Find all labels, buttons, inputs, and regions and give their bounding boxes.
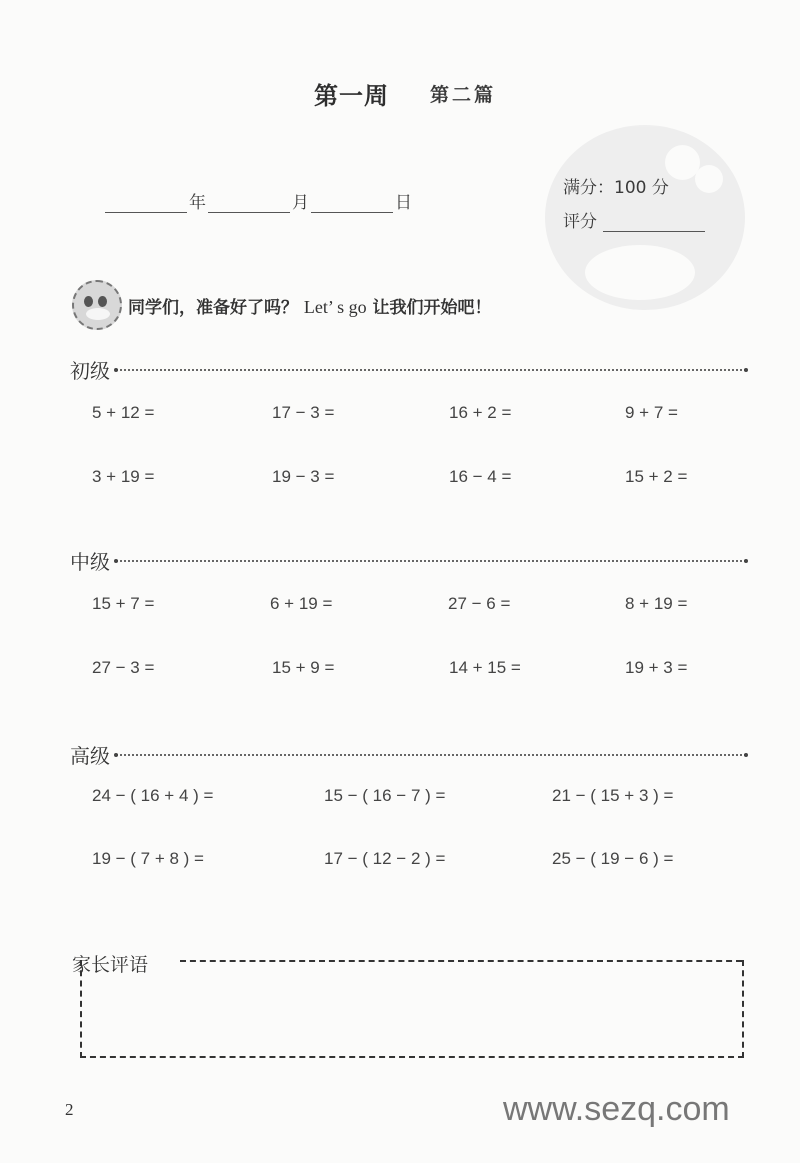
- problem: 17 − ( 12 − 2 ) =: [324, 849, 446, 868]
- problem: 5 + 12 =: [92, 403, 155, 422]
- problem: 19 − ( 7 + 8 ) =: [92, 849, 204, 868]
- problem: 8 + 19 =: [625, 594, 688, 613]
- year-label: 年: [189, 193, 206, 213]
- section-label: 高级: [70, 744, 110, 768]
- month-input[interactable]: [208, 194, 290, 213]
- problem: 16 − 4 =: [449, 467, 512, 486]
- problem: 15 + 2 =: [625, 467, 688, 486]
- section-label: 中级: [70, 550, 110, 574]
- parent-comment-box[interactable]: [80, 960, 744, 1058]
- dotted-divider: [116, 369, 746, 371]
- full-score: 满分：100 分: [563, 178, 669, 198]
- dotted-divider: [116, 560, 746, 562]
- problem: 27 − 3 =: [92, 658, 155, 677]
- page-number: 2: [65, 1100, 74, 1119]
- date-fields: [105, 188, 414, 213]
- day-label: 日: [395, 193, 412, 213]
- greeting-cn-1: 同学们，准备好了吗？: [128, 297, 298, 318]
- problem: 16 + 2 =: [449, 403, 512, 422]
- problem: 17 − 3 =: [272, 403, 335, 422]
- problem: 15 − ( 16 − 7 ) =: [324, 786, 446, 805]
- section-beginner-header: [70, 355, 746, 384]
- problem: 14 + 15 =: [449, 658, 521, 677]
- site-watermark: www.sezq.com: [503, 1090, 730, 1128]
- page-subtitle: 第二篇: [430, 84, 497, 106]
- score-field: [563, 207, 705, 232]
- problem: 19 + 3 =: [625, 658, 688, 677]
- day-input[interactable]: [311, 194, 393, 213]
- problem: 19 − 3 =: [272, 467, 335, 486]
- parent-comment-label: 家长评语: [72, 954, 149, 976]
- problem: 24 − ( 16 + 4 ) =: [92, 786, 214, 805]
- problem: 27 − 6 =: [448, 594, 511, 613]
- problem: 15 + 9 =: [272, 658, 335, 677]
- section-label: 初级: [70, 359, 110, 383]
- greeting-cn-2: 让我们开始吧！: [372, 297, 492, 318]
- month-label: 月: [292, 193, 309, 213]
- score-label: 评分: [563, 212, 597, 232]
- section-advanced-header: [70, 740, 746, 769]
- problem: 3 + 19 =: [92, 467, 155, 486]
- problem: 21 − ( 15 + 3 ) =: [552, 786, 674, 805]
- problem: 6 + 19 =: [270, 594, 333, 613]
- greeting-banner: [72, 280, 492, 330]
- dotted-divider: [116, 754, 746, 756]
- score-input[interactable]: [603, 213, 705, 232]
- page-title: 第一周: [314, 82, 389, 110]
- problem: 15 + 7 =: [92, 594, 155, 613]
- section-intermediate-header: [70, 546, 746, 575]
- greeting-text: [128, 293, 492, 318]
- problem: 25 − ( 19 − 6 ) =: [552, 849, 674, 868]
- problem: 9 + 7 =: [625, 403, 678, 422]
- greeting-en: Let’ s go: [303, 296, 367, 317]
- mascot-icon: [72, 280, 122, 330]
- year-input[interactable]: [105, 194, 187, 213]
